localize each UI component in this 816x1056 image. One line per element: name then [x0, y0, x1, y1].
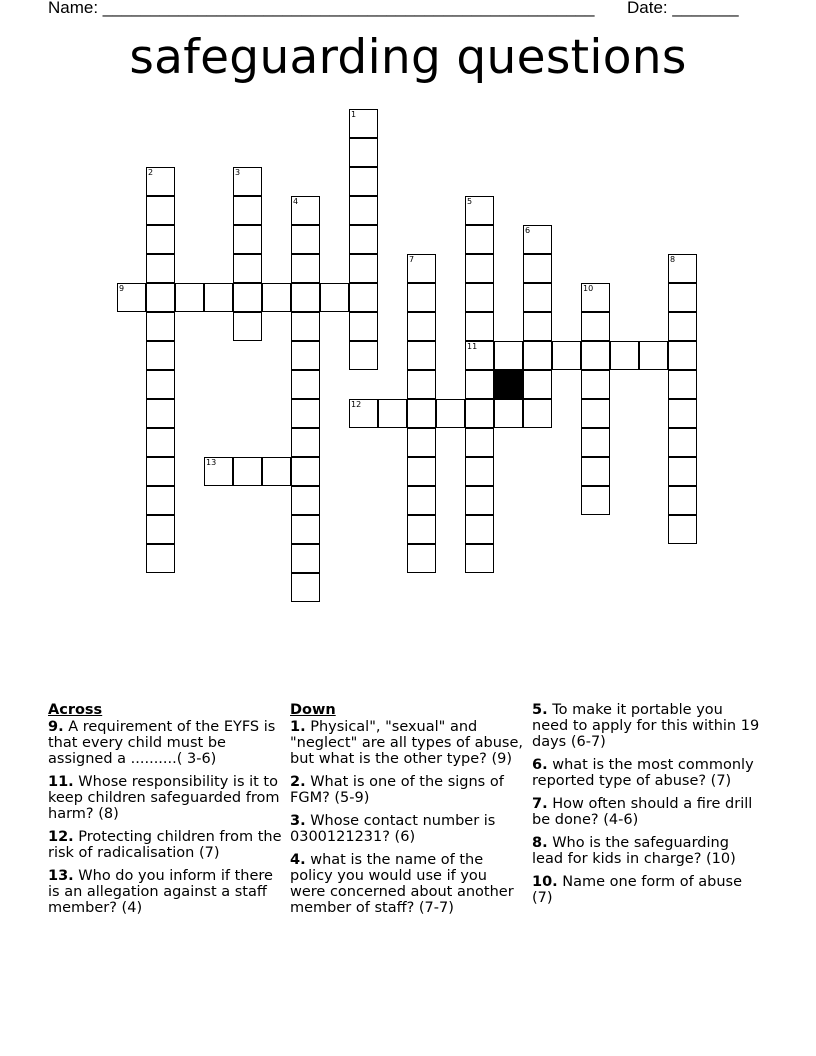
clue-number: 2 [148, 168, 154, 177]
grid-cell[interactable] [465, 515, 494, 544]
grid-cell[interactable] [581, 312, 610, 341]
clue-item [532, 702, 762, 750]
grid-cell[interactable] [233, 254, 262, 283]
clue-item-number: 1. [290, 719, 306, 735]
clue-item [532, 835, 762, 867]
grid-cell[interactable] [465, 544, 494, 573]
clue-item-text: To make it portable you need to apply for this within 19 days (6-7) [532, 702, 760, 750]
grid-cell[interactable] [233, 196, 262, 225]
clue-number: 4 [293, 197, 299, 206]
grid-cell[interactable] [581, 341, 610, 370]
clue-item-text: Whose responsibility is it to keep children safeguarded from harm? (8) [48, 774, 280, 822]
clue-item [48, 774, 283, 822]
grid-cell[interactable] [378, 399, 407, 428]
grid-cell[interactable] [146, 312, 175, 341]
grid-cell[interactable] [146, 428, 175, 457]
grid-cell[interactable] [349, 167, 378, 196]
clue-number: 3 [235, 168, 241, 177]
grid-cell[interactable] [668, 312, 697, 341]
clue-number: 12 [351, 400, 362, 409]
grid-cell[interactable] [668, 486, 697, 515]
clue-item-number: 4. [290, 852, 306, 868]
grid-cell[interactable] [465, 254, 494, 283]
grid-cell[interactable] [407, 312, 436, 341]
grid-cell[interactable] [407, 283, 436, 312]
grid-cell[interactable] [233, 283, 262, 312]
clue-item-number: 9. [48, 719, 64, 735]
grid-cell[interactable] [465, 428, 494, 457]
clue-item [290, 719, 526, 767]
grid-cell[interactable] [407, 341, 436, 370]
clue-item-text: Physical", "sexual" and "neglect" are all types of abuse, but what is the other type? (9) [290, 719, 523, 767]
grid-cell[interactable] [291, 283, 320, 312]
grid-cell[interactable] [668, 428, 697, 457]
grid-cell[interactable] [465, 457, 494, 486]
grid-cell[interactable] [146, 283, 175, 312]
grid-cell[interactable] [668, 515, 697, 544]
grid-cell[interactable] [668, 341, 697, 370]
date-field-label: Date: _______ [627, 0, 739, 17]
clue-item-text: Whose contact number is 0300121231? (6) [290, 813, 496, 845]
grid-cell[interactable] [465, 486, 494, 515]
grid-cell[interactable] [523, 312, 552, 341]
grid-cell[interactable] [407, 486, 436, 515]
grid-cell[interactable] [494, 399, 523, 428]
grid-cell[interactable] [465, 283, 494, 312]
clue-item-text: what is the most commonly reported type of abuse? (7) [532, 757, 754, 789]
grid-cell[interactable] [407, 544, 436, 573]
across-heading: Across [48, 702, 103, 718]
clue-number: 7 [409, 255, 415, 264]
grid-cell[interactable] [581, 457, 610, 486]
page-title: safeguarding questions [129, 30, 687, 85]
clue-item-text: Who is the safeguarding lead for kids in charge? (10) [532, 835, 736, 867]
grid-cell[interactable] [349, 225, 378, 254]
grid-cell[interactable] [262, 283, 291, 312]
clue-item-number: 8. [532, 835, 548, 851]
grid-cell[interactable] [349, 196, 378, 225]
clue-item [48, 719, 283, 767]
clue-item-text: Name one form of abuse (7) [532, 874, 743, 906]
clue-item [532, 757, 762, 789]
clue-item-number: 11. [48, 774, 74, 790]
clue-number: 5 [467, 197, 473, 206]
clue-item-number: 5. [532, 702, 548, 718]
grid-cell[interactable] [581, 370, 610, 399]
grid-cell[interactable] [291, 515, 320, 544]
clue-item [532, 796, 762, 828]
clue-item-number: 13. [48, 868, 74, 884]
clue-item-number: 2. [290, 774, 306, 790]
grid-cell[interactable] [233, 225, 262, 254]
grid-cell[interactable] [291, 486, 320, 515]
clue-number: 10 [583, 284, 594, 293]
grid-cell[interactable] [146, 341, 175, 370]
grid-cell[interactable] [523, 399, 552, 428]
grid-cell[interactable] [146, 196, 175, 225]
clue-number: 1 [351, 110, 357, 119]
clue-item-text: Protecting children from the risk of radicalisation (7) [48, 829, 282, 861]
grid-cell[interactable] [581, 399, 610, 428]
clue-item [290, 852, 526, 916]
grid-cell[interactable] [233, 312, 262, 341]
grid-cell[interactable] [146, 370, 175, 399]
clue-item-text: What is one of the signs of FGM? (5-9) [290, 774, 504, 806]
grid-cell[interactable] [233, 457, 262, 486]
clue-item [48, 868, 283, 916]
grid-cell[interactable] [146, 515, 175, 544]
grid-cell[interactable] [552, 341, 581, 370]
grid-cell[interactable] [291, 544, 320, 573]
clue-item-number: 7. [532, 796, 548, 812]
clue-number: 6 [525, 226, 531, 235]
grid-cell[interactable] [610, 341, 639, 370]
grid-cell[interactable] [465, 370, 494, 399]
clue-number: 11 [467, 342, 478, 351]
clue-number: 8 [670, 255, 676, 264]
grid-cell[interactable] [523, 254, 552, 283]
grid-cell[interactable] [349, 341, 378, 370]
grid-cell[interactable] [291, 457, 320, 486]
grid-cell[interactable] [349, 283, 378, 312]
grid-cell[interactable] [407, 457, 436, 486]
grid-cell[interactable] [668, 370, 697, 399]
grid-cell[interactable] [668, 457, 697, 486]
grid-cell[interactable] [465, 225, 494, 254]
grid-cell[interactable] [291, 573, 320, 602]
grid-cell[interactable] [291, 428, 320, 457]
grid-cell[interactable] [668, 283, 697, 312]
grid-cell[interactable] [639, 341, 668, 370]
grid-cell[interactable] [204, 283, 233, 312]
clue-number: 9 [119, 284, 125, 293]
grid-cell[interactable] [465, 399, 494, 428]
grid-cell[interactable] [349, 254, 378, 283]
grid-cell[interactable] [668, 399, 697, 428]
grid-cell[interactable] [320, 283, 349, 312]
name-field-label: Name: ____________________________________________________ [48, 0, 595, 17]
clue-item-text: How often should a fire drill be done? (4-6) [532, 796, 753, 828]
grid-cell[interactable] [407, 515, 436, 544]
grid-cell[interactable] [291, 341, 320, 370]
grid-cell[interactable] [581, 428, 610, 457]
grid-cell[interactable] [146, 399, 175, 428]
clues-across-column [48, 702, 283, 923]
grid-cell[interactable] [436, 399, 465, 428]
grid-cell[interactable] [291, 254, 320, 283]
grid-cell[interactable] [146, 486, 175, 515]
clue-item-number: 3. [290, 813, 306, 829]
grid-cell[interactable] [291, 312, 320, 341]
grid-cell[interactable] [146, 544, 175, 573]
grid-cell[interactable] [146, 254, 175, 283]
grid-cell[interactable] [523, 370, 552, 399]
clue-number: 13 [206, 458, 217, 467]
grid-cell[interactable] [146, 225, 175, 254]
clue-item-number: 12. [48, 829, 74, 845]
grid-cell[interactable] [175, 283, 204, 312]
grid-cell[interactable] [291, 399, 320, 428]
clue-item-text: Who do you inform if there is an allegation against a staff member? (4) [48, 868, 273, 916]
clues-down-column [290, 702, 526, 923]
clue-item-text: what is the name of the policy you would use if you were concerned about another member of staff? (7-7) [290, 852, 514, 916]
clue-item [290, 774, 526, 806]
clue-item [532, 874, 762, 906]
grid-cell[interactable] [291, 370, 320, 399]
grid-cell[interactable] [146, 457, 175, 486]
grid-cell[interactable] [407, 428, 436, 457]
grid-cell[interactable] [494, 341, 523, 370]
grid-cell[interactable] [523, 283, 552, 312]
clue-item [290, 813, 526, 845]
black-cell [494, 370, 523, 399]
grid-cell[interactable] [291, 225, 320, 254]
grid-cell[interactable] [465, 312, 494, 341]
down-heading: Down [290, 702, 336, 718]
grid-cell[interactable] [262, 457, 291, 486]
clues-down-column-continued [532, 702, 762, 913]
grid-cell[interactable] [407, 399, 436, 428]
grid-cell[interactable] [581, 486, 610, 515]
clue-item-text: A requirement of the EYFS is that every child must be assigned a ..........( 3-6) [48, 719, 276, 767]
grid-cell[interactable] [523, 341, 552, 370]
grid-cell[interactable] [349, 138, 378, 167]
grid-cell[interactable] [349, 312, 378, 341]
grid-cell[interactable] [407, 370, 436, 399]
clue-item [48, 829, 283, 861]
clue-item-number: 10. [532, 874, 558, 890]
clue-item-number: 6. [532, 757, 548, 773]
